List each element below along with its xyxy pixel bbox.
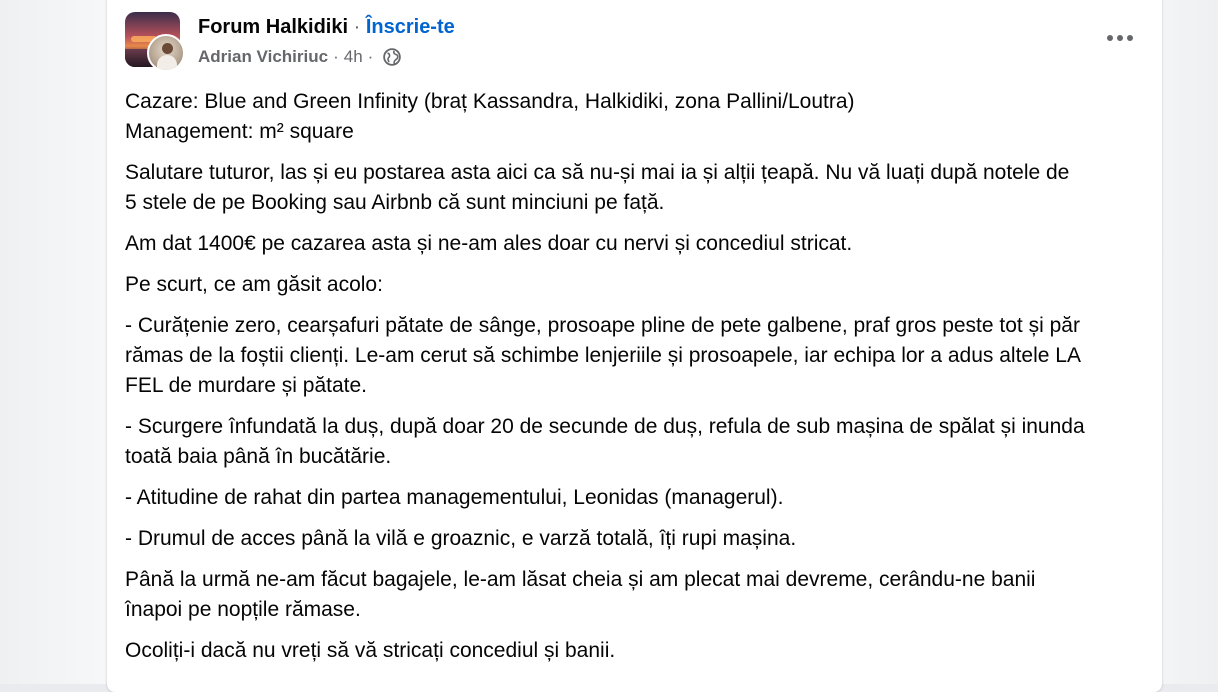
title-separator: ·	[353, 16, 361, 38]
paragraph	[125, 311, 1144, 401]
paragraph	[125, 524, 1144, 554]
text-line: - Atitudine de rahat din partea managementului, Leonidas (managerul).	[125, 486, 784, 509]
more-options-icon-dot	[1117, 35, 1123, 41]
paragraph	[125, 565, 1144, 625]
post-title-line	[198, 16, 455, 39]
paragraph	[125, 636, 1144, 666]
post-header	[125, 12, 1144, 72]
more-options-icon	[1107, 35, 1113, 41]
text-line: FEL de murdare și pătate.	[125, 374, 368, 397]
join-group-link[interactable]: Înscrie-te	[365, 16, 455, 38]
text-line: rămas de la foștii clienți. Le-am cerut să schimbe lenjeriile și prosoapele, iar echipa lor a adus altele LA	[125, 344, 1081, 367]
user-avatar[interactable]	[147, 34, 185, 72]
post-body	[125, 87, 1144, 677]
paragraph	[125, 229, 1144, 259]
paragraph	[125, 270, 1144, 300]
globe-icon[interactable]	[383, 48, 401, 66]
text-line: - Scurgere înfundată la duș, după doar 20 de secunde de duș, refula de sub mașina de spălat și inunda	[125, 415, 1085, 438]
more-options-icon-dot	[1127, 35, 1133, 41]
meta-separator-2: ·	[367, 47, 374, 66]
text-line: Salutare tuturor, las și eu postarea asta aici ca să nu-și mai ia și alții țeapă. Nu vă luați după notele de	[125, 161, 1070, 184]
text-line: 5 stele de pe Booking sau Airbnb că sunt minciuni pe față.	[125, 191, 665, 214]
paragraph	[125, 158, 1144, 218]
text-line: Management: m² square	[125, 120, 354, 143]
meta-separator: ·	[333, 47, 339, 66]
text-line: - Curățenie zero, cearșafuri pătate de sânge, prosoape pline de pete galbene, praf gros peste tot și păr	[125, 314, 1080, 337]
text-line: Cazare: Blue and Green Infinity (braț Kassandra, Halkidiki, zona Pallini/Loutra)	[125, 90, 855, 113]
group-name-link[interactable]: Forum Halkidiki	[198, 16, 349, 38]
avatar-head	[162, 43, 173, 54]
post-time-link[interactable]: 4h	[343, 47, 363, 66]
text-line: înapoi pe nopțile rămase.	[125, 598, 361, 621]
text-line: toată baia până în bucătărie.	[125, 445, 392, 468]
text-line: Pe scurt, ce am găsit acolo:	[125, 273, 383, 296]
text-line: Ocoliți-i dacă nu vreți să vă stricați concediul și banii.	[125, 639, 616, 662]
paragraph	[125, 87, 1144, 147]
avatar-body	[157, 55, 177, 72]
text-line: - Drumul de acces până la vilă e groaznic, e varză totală, îți rupi mașina.	[125, 527, 797, 550]
author-name-link[interactable]: Adrian Vichiriuc	[198, 47, 329, 66]
paragraph	[125, 412, 1144, 472]
text-line: Am dat 1400€ pe cazarea asta și ne-am ales doar cu nervi și concediul stricat.	[125, 232, 853, 255]
post-card	[107, 0, 1162, 692]
more-options-button[interactable]	[1102, 24, 1138, 52]
text-line: Până la urmă ne-am făcut bagajele, le-am lăsat cheia și am plecat mai devreme, cerându-ne banii	[125, 568, 1036, 591]
paragraph	[125, 483, 1144, 513]
post-meta	[198, 47, 401, 67]
